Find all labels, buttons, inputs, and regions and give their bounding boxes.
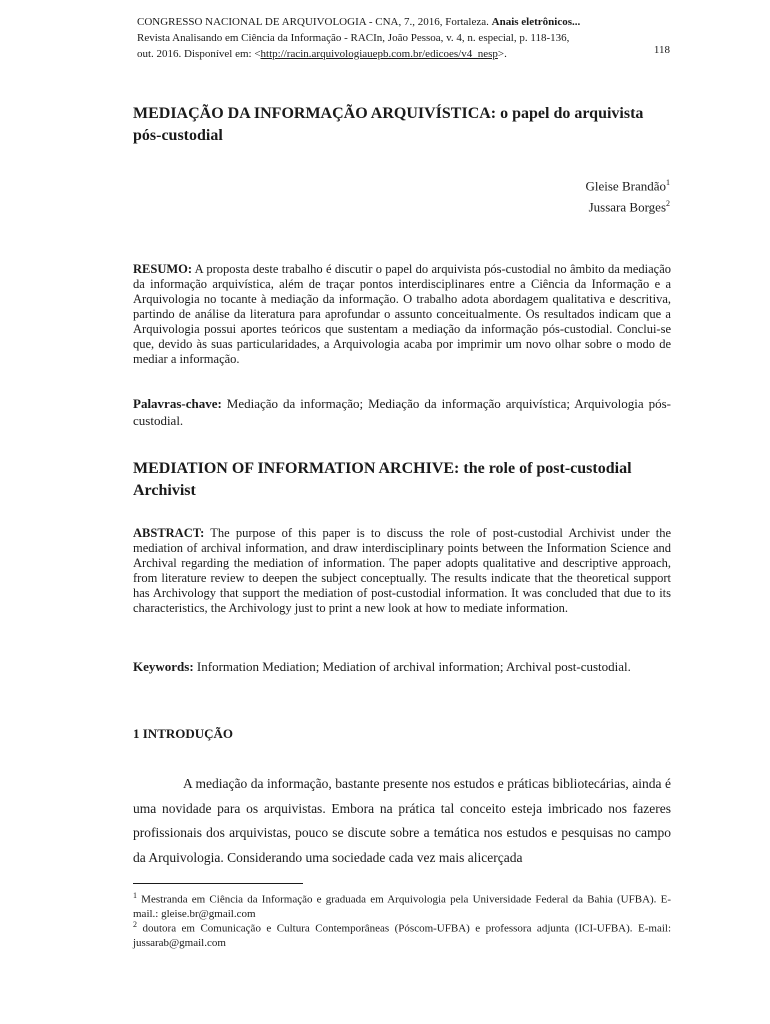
palavras-chave-label: Palavras-chave: [133, 396, 222, 411]
page-number: 118 [653, 44, 670, 56]
footnote-1: $^1$ Mestranda em Ciência da Informação e graduada em Arquivologia pela Universidade Federal da Bahia (UFBA). E-mail.: gleise.br@gmail.com [133, 891, 671, 920]
header-line-3: out. 2016. Disponível em: <http://racin.arquivologiauepb.com.br/edicoes/v4_nesp>. [137, 48, 507, 60]
running-header [137, 14, 597, 62]
section-heading: 1 INTRODUÇÃO [133, 726, 234, 741]
header-line-1: CONGRESSO NACIONAL DE ARQUIVOLOGIA - CNA, 7., 2016, Fortaleza. Anais eletrônicos... [137, 16, 581, 28]
keywords-label: Keywords: [133, 659, 194, 674]
abstract-label: ABSTRACT: [133, 526, 205, 540]
header-line-2: Revista Analisando em Ciência da Informação - RACIn, João Pessoa, v. 4, n. especial, p. 118-136, [137, 32, 570, 44]
footnote-2: $^2$ doutora em Comunicação e Cultura Contemporâneas (Póscom-UFBA) e professora adjunta (ICI-UFBA). E-mail: jussarab@gmail.com [133, 920, 671, 949]
paper-title: MEDIAÇÃO DA INFORMAÇÃO ARQUIVÍSTICA: o papel do arquivista pós-custodial [133, 105, 644, 144]
abstract [133, 526, 671, 616]
resumo-label: RESUMO: [133, 262, 193, 276]
authors [420, 174, 670, 217]
header-proceedings: Anais eletrônicos... [491, 16, 581, 28]
abstract-text: The purpose of this paper is to discuss the role of post-custodial Archivist under the mediation of archival information, and draw interdisciplinary points between the Information Science and Archival regarding the mediation of information. The paper adopts qualitative and descriptive approach, from literature review to deepen the subject conceptually. The results indicate that the theoretical support has Archivology that support the mediation of post-custodial information. It was concluded that due to its characteristics, the Archivology just to print a new look at how to mediate information. [133, 526, 671, 615]
author-2: Jussara Borges$^2$ [588, 199, 670, 215]
english-title: MEDIATION OF INFORMATION ARCHIVE: the role of post-custodial Archivist [133, 460, 632, 499]
footnote-divider [133, 883, 303, 884]
palavras-chave-text: Mediação da informação; Mediação da informação arquivística; Arquivologia pós-custodial. [133, 396, 671, 428]
resumo [133, 262, 671, 367]
author-1: Gleise Brandão$^1$ [585, 178, 670, 194]
keywords-text: Information Mediation; Mediation of archival information; Archival post-custodial. [193, 659, 631, 674]
header-link[interactable]: http://racin.arquivologiauepb.com.br/edicoes/v4_nesp [260, 48, 498, 60]
footnote-ref-1[interactable]: 1 [666, 178, 670, 187]
keywords [133, 658, 671, 675]
resumo-text: A proposta deste trabalho é discutir o papel do arquivista pós-custodial no âmbito da mediação da informação arquivística, além de traçar pontos interdisciplinares entre a Ciência da Informação e a Arquivologia no tocante à mediação da informação. O trabalho adota abordagem qualitativa e descritiva, partindo de análise da literatura para aprofundar o assunto conceitualmente. Os resultados indicam que a Arquivologia possui aportes teóricos que sustentam a mediação da informação pós-custodial. Conclui-se que, devido às suas particularidades, a Arquivologia acaba por imprimir um novo olhar sobre o modo de mediar a informação. [133, 262, 671, 366]
palavras-chave [133, 395, 671, 429]
intro-paragraph: A mediação da informação, bastante presente nos estudos e práticas bibliotecárias, ainda é uma novidade para os arquivistas. Embora na prática tal conceito esteja imbricado nos fazeres profissionais dos arquivistas, pouco se discute sobre a temática nos estudos e pesquisas no campo da Arquivologia. Considerando uma sociedade cada vez mais alicerçada [133, 776, 671, 865]
footnote-ref-2[interactable]: 2 [666, 199, 670, 209]
